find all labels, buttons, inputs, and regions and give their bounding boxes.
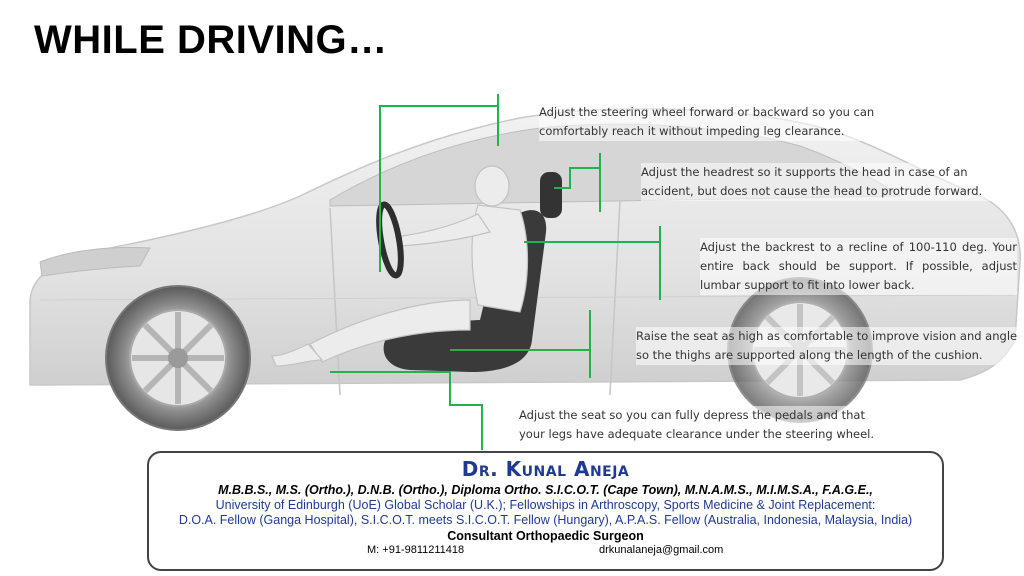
doctor-email: drkunalaneja@gmail.com <box>599 544 724 556</box>
doctor-name: Dr. Kunal Aneja <box>461 457 630 481</box>
doctor-phone: M: +91-9811211418 <box>367 544 465 556</box>
slide-title: WHILE DRIVING… <box>34 18 388 62</box>
doctor-fellowships: University of Edinburgh (UoE) Global Scholar (U.K.); Fellowships in Arthroscopy, Sports Medicine & Joint Replacement: <box>215 498 876 512</box>
tip-steering-wheel: Adjust the steering wheel forward or backward so you can comfortably reach it without impeding leg clearance. <box>539 103 884 141</box>
doctor-info-card <box>147 451 944 571</box>
doctor-role: Consultant Orthopaedic Surgeon <box>447 529 644 543</box>
doctor-fellowship-details: D.O.A. Fellow (Ganga Hospital), S.I.C.O.T. meets S.I.C.O.T. Fellow (Hungary), A.P.A.S. Fellow (Australia, Indonesia, Malaysia, India) <box>178 513 913 527</box>
seat-headrest <box>540 172 562 218</box>
tip-seat-distance: Adjust the seat so you can fully depress the pedals and that your legs have adequate clearance under the steering wheel. <box>519 406 884 444</box>
tip-backrest: Adjust the backrest to a recline of 100-110 deg. Your entire back should be support. If possible, adjust lumbar support to fit into lower back. <box>700 238 1017 295</box>
tip-headrest: Adjust the headrest so it supports the head in case of an accident, but does not cause the head to protrude forward. <box>641 163 991 201</box>
tip-seat-height: Raise the seat as high as comfortable to improve vision and angle so the thighs are supported along the length of the cushion. <box>636 327 1021 365</box>
doctor-qualifications: M.B.B.S., M.S. (Ortho.), D.N.B. (Ortho.), Diploma Ortho. S.I.C.O.T. (Cape Town), M.N.A.M.S., M.I.M.S.A., F.A.G.E., <box>218 483 873 497</box>
doctor-contact <box>149 544 942 558</box>
